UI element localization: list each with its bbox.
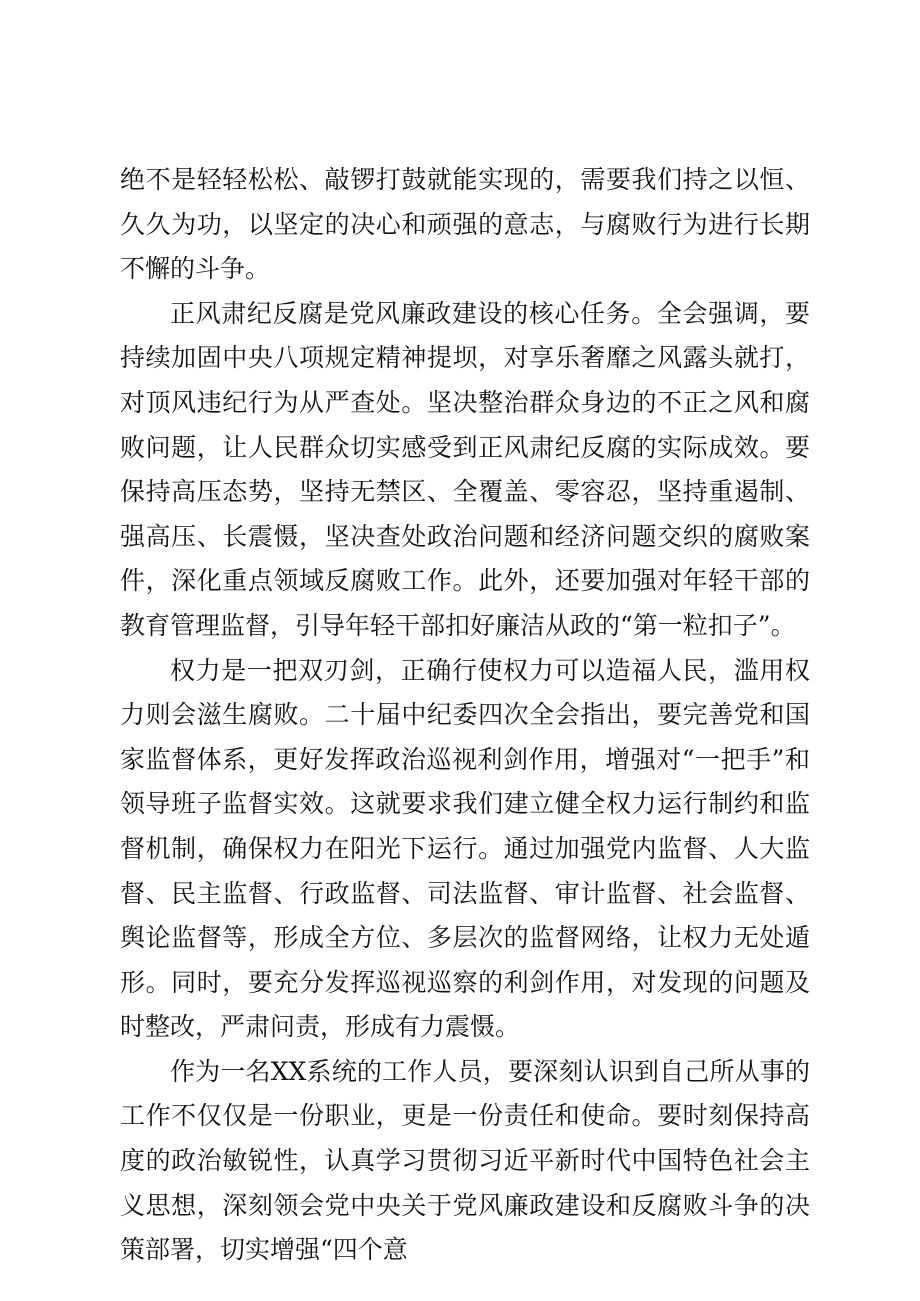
paragraph-power-supervision: 权力是一把双刃剑，正确行使权力可以造福人民，滥用权力则会滋生腐败。二十届中纪委四次全会指出，要完善党和国家监督体系，更好发挥政治巡视利剑作用，增强对“一把手”和领导班子监督实效。这就要求我们建立健全权力运行制约和监督机制，确保权力在阳光下运行。通过加强党内监督、人大监督、民主监督、行政监督、司法监督、审计监督、社会监督、舆论监督等，形成全方位、多层次的监督网络，让权力无处遁形。同时，要充分发挥巡视巡察的利剑作用，对发现的问题及时整改，严肃问责，形成有力震慑。 xyxy=(120,655,810,1042)
paragraph-continuation: 绝不是轻轻松松、敲锣打鼓就能实现的，需要我们持之以恒、久久为功，以坚定的决心和顽强的意志，与腐败行为进行长期不懈的斗争。 xyxy=(120,165,810,284)
paragraph-discipline: 正风肃纪反腐是党风廉政建设的核心任务。全会强调，要持续加固中央八项规定精神提坝，对享乐奢靡之风露头就打，对顶风违纪行为从严查处。坚决整治群众身边的不正之风和腐败问题，让人民群众切实感受到正风肃纪反腐的实际成效。要保持高压态势，坚持无禁区、全覆盖、零容忍，坚持重遏制、强高压、长震慑，坚决查处政治问题和经济问题交织的腐败案件，深化重点领域反腐败工作。此外，还要加强对年轻干部的教育管理监督，引导年轻干部扣好廉洁从政的“第一粒扣子”。 xyxy=(120,298,810,640)
paragraph-staff-duty: 作为一名XX系统的工作人员，要深刻认识到自己所从事的工作不仅仅是一份职业，更是一份责任和使命。要时刻保持高度的政治敏锐性，认真学习贯彻习近平新时代中国特色社会主义思想，深刻领会党中央关于党风廉政建设和反腐败斗争的决策部署，切实增强“四个意 xyxy=(120,1056,810,1265)
body-text xyxy=(120,158,810,1273)
